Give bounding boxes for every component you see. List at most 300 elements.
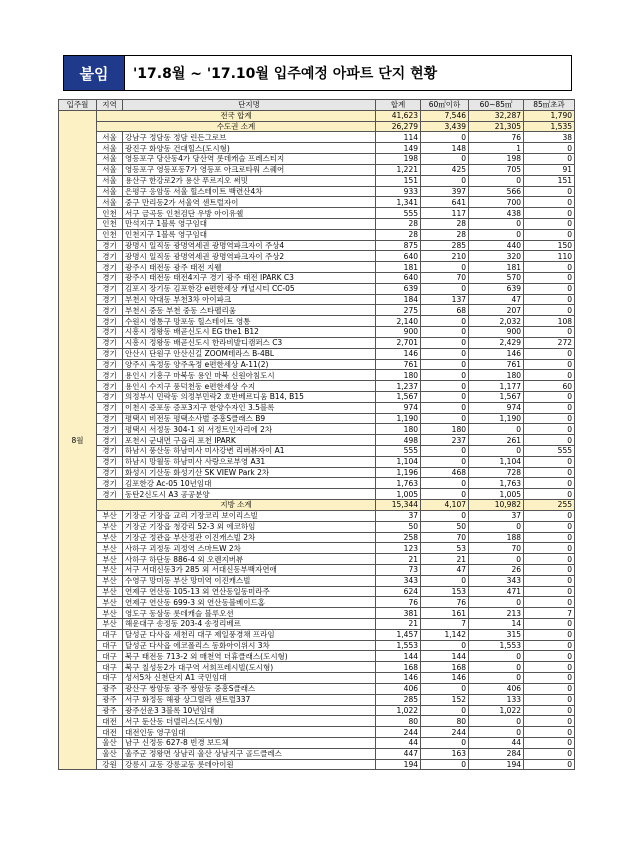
region-cell: 경기	[97, 251, 123, 262]
value-cell: 406	[376, 683, 421, 694]
complex-name-cell: 강남구 정담동 정담 린든그로브	[123, 132, 376, 143]
complex-name-cell: 강릉시 교동 강릉교동 롯데아이원	[123, 759, 376, 770]
value-cell: 1,237	[376, 381, 421, 392]
value-cell: 44	[469, 737, 524, 748]
grand-total-row-value: 41,623	[376, 110, 421, 121]
value-cell: 0	[469, 218, 524, 229]
value-cell: 0	[524, 359, 575, 370]
value-cell: 53	[421, 543, 469, 554]
complex-name-cell: 하남시 망월동 하남미사 사랑으로부영 A31	[123, 456, 376, 467]
value-cell: 14	[469, 619, 524, 630]
region-cell: 서울	[97, 186, 123, 197]
value-cell: 0	[524, 391, 575, 402]
value-cell: 110	[524, 251, 575, 262]
value-cell: 180	[376, 370, 421, 381]
value-cell: 1,022	[376, 705, 421, 716]
value-cell: 406	[469, 683, 524, 694]
complex-name-cell: 평택시 비전동 평택소사벌 중흥S클래스 B9	[123, 413, 376, 424]
value-cell: 0	[421, 391, 469, 402]
col-header-60to85: 60~85㎡	[469, 100, 524, 111]
region-cell: 경기	[97, 467, 123, 478]
value-cell: 0	[421, 510, 469, 521]
value-cell: 50	[376, 521, 421, 532]
value-cell: 1,763	[376, 478, 421, 489]
value-cell: 2,140	[376, 316, 421, 327]
value-cell: 7	[524, 608, 575, 619]
value-cell: 343	[376, 575, 421, 586]
region-cell: 부산	[97, 543, 123, 554]
value-cell: 1,553	[469, 640, 524, 651]
value-cell: 261	[469, 435, 524, 446]
region-cell: 부산	[97, 608, 123, 619]
complex-name-cell: 남구 신정동 627-8 빈경 보드체	[123, 737, 376, 748]
value-cell: 184	[376, 294, 421, 305]
value-cell: 875	[376, 240, 421, 251]
table-row	[59, 532, 575, 543]
value-cell: 181	[469, 262, 524, 273]
region-cell: 부산	[97, 597, 123, 608]
region-cell: 경기	[97, 456, 123, 467]
value-cell: 397	[421, 186, 469, 197]
value-cell: 26	[469, 564, 524, 575]
value-cell: 0	[524, 673, 575, 684]
table-row	[59, 273, 575, 284]
region-cell: 경기	[97, 348, 123, 359]
region-cell: 서울	[97, 132, 123, 143]
table-row	[59, 521, 575, 532]
region-cell: 경기	[97, 273, 123, 284]
value-cell: 1,142	[421, 629, 469, 640]
value-cell: 761	[469, 359, 524, 370]
capital-subtotal-row-value: 26,279	[376, 121, 421, 132]
complex-name-cell: 연제구 연산동 699-3 외 연산동블베이드홈	[123, 597, 376, 608]
capital-subtotal-row-value: 21,305	[469, 121, 524, 132]
value-cell: 76	[376, 597, 421, 608]
region-cell: 울산	[97, 737, 123, 748]
value-cell: 0	[421, 478, 469, 489]
complex-name-cell: 양주시 옥정동 양주옥정 e편한세상 A-11(2)	[123, 359, 376, 370]
capital-subtotal-row-label: 수도권 소계	[97, 121, 376, 132]
complex-name-cell: 하남시 풍산동 하남미사 미사강변 리버뷰자이 A1	[123, 446, 376, 457]
region-cell: 서울	[97, 143, 123, 154]
region-cell: 대전	[97, 727, 123, 738]
region-cell: 부산	[97, 575, 123, 586]
complex-name-cell: 김포한강 Ac-05 10년임대	[123, 478, 376, 489]
value-cell: 1,005	[376, 489, 421, 500]
value-cell: 70	[421, 273, 469, 284]
value-cell: 0	[524, 143, 575, 154]
table-row	[59, 337, 575, 348]
table-row	[59, 467, 575, 478]
col-header-over85: 85㎡초과	[524, 100, 575, 111]
value-cell: 974	[469, 402, 524, 413]
value-cell: 0	[421, 759, 469, 770]
value-cell: 146	[469, 348, 524, 359]
value-cell: 1,005	[469, 489, 524, 500]
value-cell: 1	[469, 143, 524, 154]
complex-name-cell: 서구 둔산동 더델리스(도시형)	[123, 716, 376, 727]
value-cell: 900	[376, 327, 421, 338]
page-title: '17.8월 ~ '17.10월 입주예정 아파트 단지 현황	[124, 56, 571, 90]
value-cell: 0	[524, 651, 575, 662]
value-cell: 0	[524, 370, 575, 381]
complex-name-cell: 성서5차 신천단지 A1 국민임대	[123, 673, 376, 684]
grand-total-row-value: 7,546	[421, 110, 469, 121]
value-cell: 0	[469, 229, 524, 240]
value-cell: 146	[376, 348, 421, 359]
value-cell: 0	[421, 683, 469, 694]
region-subtotal-row-value: 15,344	[376, 500, 421, 511]
complex-name-cell: 영도구 동삼동 롯데캐슬 블루오션	[123, 608, 376, 619]
value-cell: 194	[469, 759, 524, 770]
value-cell: 285	[376, 694, 421, 705]
value-cell: 0	[421, 327, 469, 338]
table-row	[59, 229, 575, 240]
value-cell: 2,032	[469, 316, 524, 327]
table-row	[59, 564, 575, 575]
value-cell: 180	[376, 424, 421, 435]
col-header-total: 합계	[376, 100, 421, 111]
value-cell: 0	[524, 564, 575, 575]
value-cell: 68	[421, 305, 469, 316]
table-row	[59, 489, 575, 500]
value-cell: 0	[524, 640, 575, 651]
region-cell: 강원	[97, 759, 123, 770]
complex-name-cell: 기장군 기장읍 청강리 52-3 외 에코하임	[123, 521, 376, 532]
complex-name-cell: 광산구 쌍암동 광주 쌍암동 중흥S클래스	[123, 683, 376, 694]
value-cell: 0	[469, 727, 524, 738]
region-cell: 광주	[97, 705, 123, 716]
capital-subtotal-row	[59, 121, 575, 132]
value-cell: 146	[376, 673, 421, 684]
value-cell: 207	[469, 305, 524, 316]
value-cell: 0	[524, 478, 575, 489]
value-cell: 47	[469, 294, 524, 305]
value-cell: 1,567	[469, 391, 524, 402]
value-cell: 0	[524, 435, 575, 446]
complex-name-cell: 광진구 화양동 건대힐스(도시형)	[123, 143, 376, 154]
complex-name-cell: 광주선운3 3블록 10년임대	[123, 705, 376, 716]
value-cell: 0	[421, 381, 469, 392]
table-row	[59, 305, 575, 316]
region-cell: 부산	[97, 554, 123, 565]
value-cell: 0	[524, 348, 575, 359]
region-cell: 경기	[97, 478, 123, 489]
complex-name-cell: 광명시 일직동 광명역세권 광명역파크자이 주상4	[123, 240, 376, 251]
complex-name-cell: 만석지구 1블록 영구임대	[123, 218, 376, 229]
value-cell: 0	[524, 294, 575, 305]
table-row	[59, 240, 575, 251]
table-row	[59, 175, 575, 186]
table-row	[59, 164, 575, 175]
value-cell: 0	[524, 694, 575, 705]
table-row	[59, 716, 575, 727]
value-cell: 0	[524, 662, 575, 673]
value-cell: 471	[469, 586, 524, 597]
complex-name-cell: 사하구 괴정동 괴정역 스마트W 2차	[123, 543, 376, 554]
value-cell: 0	[421, 262, 469, 273]
value-cell: 440	[469, 240, 524, 251]
table-row	[59, 727, 575, 738]
complex-name-cell: 평택시 서정동 304-1 외 서정트인자리에 2차	[123, 424, 376, 435]
region-cell: 서울	[97, 197, 123, 208]
value-cell: 0	[524, 327, 575, 338]
region-cell: 경기	[97, 359, 123, 370]
value-cell: 640	[376, 273, 421, 284]
value-cell: 641	[421, 197, 469, 208]
value-cell: 149	[376, 143, 421, 154]
value-cell: 275	[376, 305, 421, 316]
region-cell: 경기	[97, 424, 123, 435]
value-cell: 0	[524, 218, 575, 229]
complex-name-cell: 시흥시 정왕동 배곧신도시 EG the1 B12	[123, 327, 376, 338]
value-cell: 0	[524, 402, 575, 413]
region-cell: 대구	[97, 640, 123, 651]
value-cell: 381	[376, 608, 421, 619]
region-cell: 광주	[97, 683, 123, 694]
complex-name-cell: 수영구 망미동 부산 망미역 이진캐스빌	[123, 575, 376, 586]
complex-name-cell: 수원시 영통구 망포동 힐스테이트 영통	[123, 316, 376, 327]
region-cell: 경기	[97, 370, 123, 381]
region-cell: 울산	[97, 748, 123, 759]
table-row	[59, 197, 575, 208]
region-cell: 대구	[97, 662, 123, 673]
value-cell: 0	[524, 683, 575, 694]
value-cell: 570	[469, 273, 524, 284]
value-cell: 188	[469, 532, 524, 543]
capital-subtotal-row-value: 1,535	[524, 121, 575, 132]
table-row	[59, 359, 575, 370]
value-cell: 555	[376, 208, 421, 219]
value-cell: 258	[376, 532, 421, 543]
table-row	[59, 143, 575, 154]
value-cell: 2,701	[376, 337, 421, 348]
complex-name-cell: 포천시 군내면 구읍리 포천 IPARK	[123, 435, 376, 446]
col-header-region: 지역	[97, 100, 123, 111]
region-cell: 서울	[97, 154, 123, 165]
value-cell: 28	[421, 218, 469, 229]
value-cell: 0	[469, 597, 524, 608]
col-header-under60: 60㎡이하	[421, 100, 469, 111]
region-cell: 서울	[97, 175, 123, 186]
table-row	[59, 294, 575, 305]
value-cell: 28	[376, 229, 421, 240]
complex-name-cell: 의정부시 민락동 의정부민락2 호반베르디움 B14, B15	[123, 391, 376, 402]
table-row	[59, 446, 575, 457]
value-cell: 60	[524, 381, 575, 392]
region-cell: 광주	[97, 694, 123, 705]
value-cell: 933	[376, 186, 421, 197]
value-cell: 0	[524, 619, 575, 630]
complex-name-cell: 시흥시 정왕동 배곧신도시 한라비발디캠퍼스 C3	[123, 337, 376, 348]
value-cell: 21	[421, 554, 469, 565]
value-cell: 0	[469, 673, 524, 684]
value-cell: 0	[469, 662, 524, 673]
value-cell: 285	[421, 240, 469, 251]
value-cell: 148	[421, 143, 469, 154]
value-cell: 0	[524, 283, 575, 294]
value-cell: 50	[421, 521, 469, 532]
table-row	[59, 154, 575, 165]
region-subtotal-row	[59, 500, 575, 511]
value-cell: 0	[421, 705, 469, 716]
value-cell: 0	[469, 521, 524, 532]
value-cell: 2,429	[469, 337, 524, 348]
value-cell: 21	[376, 554, 421, 565]
table-row	[59, 748, 575, 759]
value-cell: 343	[469, 575, 524, 586]
value-cell: 0	[524, 575, 575, 586]
table-row	[59, 619, 575, 630]
table-row	[59, 608, 575, 619]
value-cell: 144	[376, 651, 421, 662]
value-cell: 28	[421, 229, 469, 240]
region-cell: 경기	[97, 262, 123, 273]
value-cell: 21	[376, 619, 421, 630]
value-cell: 0	[524, 727, 575, 738]
complex-name-cell: 화성시 기산동 화성기산 SK VIEW Park 2차	[123, 467, 376, 478]
region-cell: 부산	[97, 586, 123, 597]
complex-name-cell: 달성군 다사읍 세천리 대구 제일풍경채 프라임	[123, 629, 376, 640]
table-row	[59, 262, 575, 273]
value-cell: 0	[524, 489, 575, 500]
value-cell: 0	[469, 651, 524, 662]
value-cell: 555	[524, 446, 575, 457]
region-subtotal-row-value: 10,982	[469, 500, 524, 511]
value-cell: 1,190	[469, 413, 524, 424]
complex-name-cell: 북구 태전동 713-2 외 매천역 더휴클래스(도시형)	[123, 651, 376, 662]
value-cell: 639	[469, 283, 524, 294]
value-cell: 0	[421, 348, 469, 359]
region-cell: 경기	[97, 283, 123, 294]
region-cell: 경기	[97, 316, 123, 327]
region-cell: 서울	[97, 164, 123, 175]
region-subtotal-row-label: 지방 소계	[97, 500, 376, 511]
value-cell: 0	[524, 186, 575, 197]
table-row	[59, 456, 575, 467]
table-row	[59, 132, 575, 143]
value-cell: 0	[524, 208, 575, 219]
region-cell: 경기	[97, 391, 123, 402]
table-row	[59, 402, 575, 413]
table-row	[59, 554, 575, 565]
value-cell: 70	[421, 532, 469, 543]
value-cell: 0	[524, 456, 575, 467]
complex-name-cell: 해운대구 송정동 203-4 송정리베르	[123, 619, 376, 630]
region-cell: 인천	[97, 208, 123, 219]
complex-name-cell: 울주군 정왕면 상남리 울산 상남지구 골드클레스	[123, 748, 376, 759]
value-cell: 1,196	[376, 467, 421, 478]
table-row	[59, 391, 575, 402]
value-cell: 114	[376, 132, 421, 143]
complex-name-cell: 기장군 기장읍 교리 기장코리 보이리스빌	[123, 510, 376, 521]
complex-name-cell: 서구 금곡동 인천검단 우방 아이유쉘	[123, 208, 376, 219]
complex-name-cell: 연제구 연산동 105-13 외 연산동일동미라주	[123, 586, 376, 597]
table-row	[59, 737, 575, 748]
value-cell: 1,567	[376, 391, 421, 402]
complex-name-cell: 인천지구 1블록 영구임대	[123, 229, 376, 240]
value-cell: 0	[524, 467, 575, 478]
value-cell: 152	[421, 694, 469, 705]
col-header-complex: 단지명	[123, 100, 376, 111]
table-row	[59, 381, 575, 392]
table-row	[59, 370, 575, 381]
value-cell: 0	[524, 305, 575, 316]
value-cell: 198	[469, 154, 524, 165]
grand-total-row-label: 전국 합계	[97, 110, 376, 121]
value-cell: 0	[524, 554, 575, 565]
value-cell: 180	[469, 370, 524, 381]
region-cell: 부산	[97, 619, 123, 630]
complex-name-cell: 용산구 한강로2가 용산 푸르지오 써밋	[123, 175, 376, 186]
value-cell: 117	[421, 208, 469, 219]
value-cell: 1,221	[376, 164, 421, 175]
value-cell: 1,104	[469, 456, 524, 467]
value-cell: 168	[421, 662, 469, 673]
table-row	[59, 597, 575, 608]
value-cell: 498	[376, 435, 421, 446]
value-cell: 0	[524, 748, 575, 759]
value-cell: 0	[524, 510, 575, 521]
region-cell: 경기	[97, 446, 123, 457]
complex-name-cell: 기장군 정관읍 부산정관 이진캐스빌 2차	[123, 532, 376, 543]
region-cell: 대구	[97, 673, 123, 684]
region-cell: 인천	[97, 218, 123, 229]
table-row	[59, 478, 575, 489]
table-row	[59, 413, 575, 424]
region-cell: 경기	[97, 381, 123, 392]
table-row	[59, 218, 575, 229]
value-cell: 0	[524, 586, 575, 597]
table-row	[59, 683, 575, 694]
value-cell: 1,190	[376, 413, 421, 424]
value-cell: 194	[376, 759, 421, 770]
value-cell: 181	[376, 262, 421, 273]
region-subtotal-row-value: 255	[524, 500, 575, 511]
region-cell: 경기	[97, 294, 123, 305]
table-row	[59, 694, 575, 705]
value-cell: 0	[524, 705, 575, 716]
title-box	[63, 55, 572, 91]
value-cell: 151	[524, 175, 575, 186]
complex-name-cell: 광명시 일직동 광명역세권 광명역파크자이 주상2	[123, 251, 376, 262]
value-cell: 1,341	[376, 197, 421, 208]
value-cell: 0	[421, 154, 469, 165]
value-cell: 0	[524, 629, 575, 640]
value-cell: 76	[421, 597, 469, 608]
complex-name-cell: 중구 만리동2가 서울역 센트럴자이	[123, 197, 376, 208]
grand-total-row	[59, 110, 575, 121]
table-row	[59, 651, 575, 662]
complex-name-cell: 광주시 태전동 광주 태전 지웰	[123, 262, 376, 273]
value-cell: 0	[421, 316, 469, 327]
value-cell: 47	[421, 564, 469, 575]
complex-name-cell: 영등포구 영등포동7가 영등포 아크로타워 스퀘어	[123, 164, 376, 175]
complex-name-cell: 서구 서대신동3가 285 외 서대신동부백자연애	[123, 564, 376, 575]
complex-name-cell: 서구 화정동 해광 상그릴라 센트럴337	[123, 694, 376, 705]
value-cell: 150	[524, 240, 575, 251]
value-cell: 151	[376, 175, 421, 186]
value-cell: 0	[469, 424, 524, 435]
value-cell: 555	[376, 446, 421, 457]
complex-name-cell: 광주시 태전동 태전4지구 경기 광주 태전 IPARK C3	[123, 273, 376, 284]
table-row	[59, 759, 575, 770]
value-cell: 284	[469, 748, 524, 759]
value-cell: 80	[421, 716, 469, 727]
table-row	[59, 348, 575, 359]
complex-name-cell: 북구 칠성동2가 대구역 서희프레시빌(도시형)	[123, 662, 376, 673]
value-cell: 0	[524, 424, 575, 435]
